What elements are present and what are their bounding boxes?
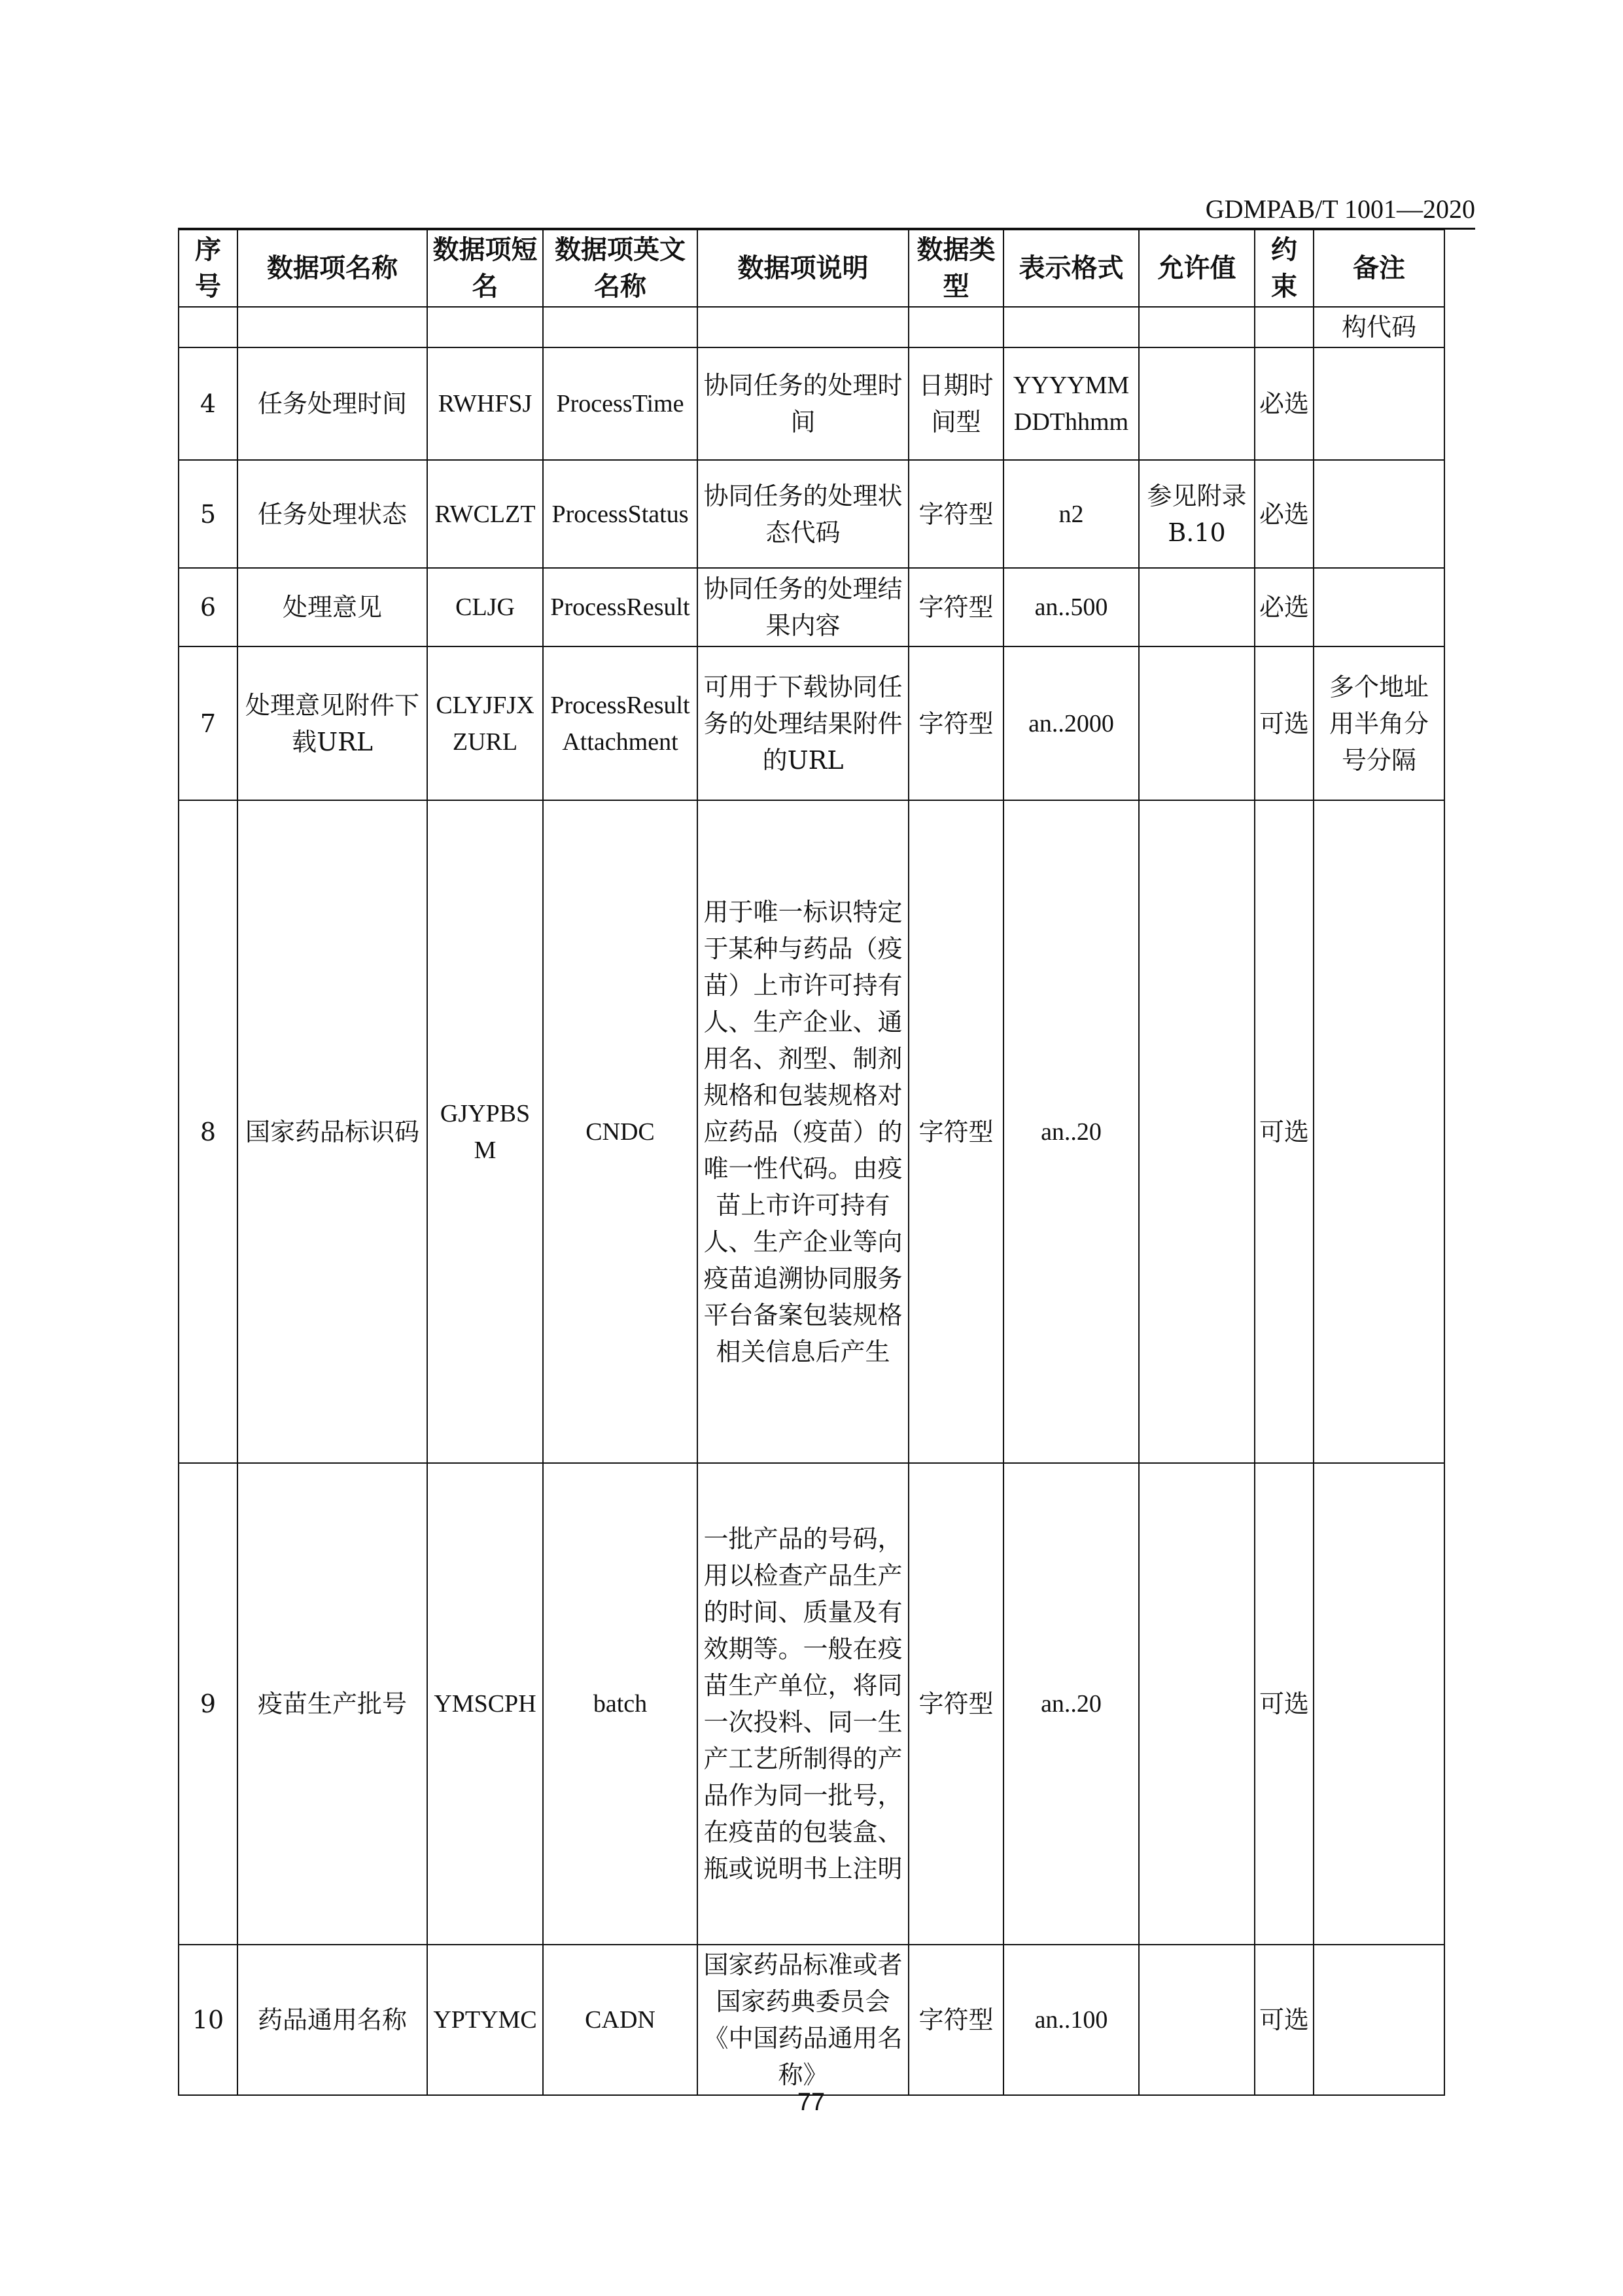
cell-name: 任务处理时间: [237, 347, 427, 460]
continuation-remark: 构代码: [1314, 307, 1444, 347]
cell-remark: [1314, 460, 1444, 568]
col-header-constraint: 约束: [1255, 230, 1314, 307]
cell-name: 任务处理状态: [237, 460, 427, 568]
cell-format: an..2000: [1003, 646, 1139, 800]
cell-constraint: 可选: [1255, 646, 1314, 800]
cell-constraint: 可选: [1255, 800, 1314, 1463]
cell-constraint: 可选: [1255, 1945, 1314, 2095]
cell-format: n2: [1003, 460, 1139, 568]
continuation-row: [179, 307, 1444, 347]
cell-english-name: batch: [543, 1463, 697, 1945]
document-code: GDMPAB/T 1001—2020: [1205, 194, 1475, 224]
cell-short-name: RWHFSJ: [427, 347, 543, 460]
table-row: [179, 1945, 1444, 2095]
cell-name: 处理意见: [237, 568, 427, 646]
col-header-data-type: 数据类型: [909, 230, 1003, 307]
cell-description: 可用于下载协同任务的处理结果附件的URL: [697, 646, 909, 800]
table-row: [179, 800, 1444, 1463]
cell-english-name: ProcessTime: [543, 347, 697, 460]
table-header-row: [179, 230, 1444, 307]
cell-remark: [1314, 568, 1444, 646]
cell-description: 国家药品标准或者国家药典委员会《中国药品通用名称》: [697, 1945, 909, 2095]
cell-no: 10: [179, 1945, 237, 2095]
cell-no: 7: [179, 646, 237, 800]
cell-format: an..20: [1003, 1463, 1139, 1945]
cell-data-type: 字符型: [909, 1945, 1003, 2095]
cell-remark: [1314, 800, 1444, 1463]
cell-allowed-values: [1139, 800, 1255, 1463]
cell-english-name: CNDC: [543, 800, 697, 1463]
table-row: [179, 646, 1444, 800]
cell-constraint: 必选: [1255, 568, 1314, 646]
cell-format: an..500: [1003, 568, 1139, 646]
cell-allowed-values: [1139, 568, 1255, 646]
col-header-allowed-values: 允许值: [1139, 230, 1255, 307]
cell-remark: [1314, 1945, 1444, 2095]
cell-constraint: 可选: [1255, 1463, 1314, 1945]
cell-remark: [1314, 1463, 1444, 1945]
cell-allowed-values: [1139, 1463, 1255, 1945]
cell-data-type: 字符型: [909, 568, 1003, 646]
cell-description: 协同任务的处理结果内容: [697, 568, 909, 646]
cell-constraint: 必选: [1255, 460, 1314, 568]
data-item-table: [178, 229, 1445, 2096]
cell-english-name: ProcessResultAttachment: [543, 646, 697, 800]
col-header-remark: 备注: [1314, 230, 1444, 307]
cell-data-type: 字符型: [909, 800, 1003, 1463]
cell-no: 5: [179, 460, 237, 568]
cell-allowed-values: [1139, 347, 1255, 460]
col-header-format: 表示格式: [1003, 230, 1139, 307]
cell-no: 6: [179, 568, 237, 646]
cell-data-type: 字符型: [909, 1463, 1003, 1945]
cell-format: an..20: [1003, 800, 1139, 1463]
cell-short-name: RWCLZT: [427, 460, 543, 568]
cell-allowed-values: [1139, 1945, 1255, 2095]
cell-data-type: 日期时间型: [909, 347, 1003, 460]
table-row: [179, 347, 1444, 460]
cell-name: 疫苗生产批号: [237, 1463, 427, 1945]
cell-english-name: ProcessResult: [543, 568, 697, 646]
col-header-short-name: 数据项短名: [427, 230, 543, 307]
cell-data-type: 字符型: [909, 646, 1003, 800]
cell-name: 国家药品标识码: [237, 800, 427, 1463]
cell-format: YYYYMMDDThhmm: [1003, 347, 1139, 460]
cell-short-name: CLJG: [427, 568, 543, 646]
cell-name: 药品通用名称: [237, 1945, 427, 2095]
cell-no: 8: [179, 800, 237, 1463]
cell-english-name: CADN: [543, 1945, 697, 2095]
page-number: 77: [797, 2089, 826, 2116]
cell-format: an..100: [1003, 1945, 1139, 2095]
cell-short-name: YMSCPH: [427, 1463, 543, 1945]
cell-remark: 多个地址用半角分号分隔: [1314, 646, 1444, 800]
cell-remark: [1314, 347, 1444, 460]
cell-constraint: 必选: [1255, 347, 1314, 460]
cell-short-name: CLYJFJXZURL: [427, 646, 543, 800]
cell-allowed-values: 参见附录B.10: [1139, 460, 1255, 568]
cell-no: 9: [179, 1463, 237, 1945]
cell-description: 协同任务的处理状态代码: [697, 460, 909, 568]
table-row: [179, 1463, 1444, 1945]
col-header-description: 数据项说明: [697, 230, 909, 307]
cell-short-name: GJYPBSM: [427, 800, 543, 1463]
cell-name: 处理意见附件下载URL: [237, 646, 427, 800]
col-header-no: 序号: [179, 230, 237, 307]
cell-description: 协同任务的处理时间: [697, 347, 909, 460]
table-row: [179, 460, 1444, 568]
col-header-english-name: 数据项英文名称: [543, 230, 697, 307]
cell-data-type: 字符型: [909, 460, 1003, 568]
cell-short-name: YPTYMC: [427, 1945, 543, 2095]
cell-allowed-values: [1139, 646, 1255, 800]
cell-no: 4: [179, 347, 237, 460]
cell-description: 一批产品的号码，用以检查产品生产的时间、质量及有效期等。一般在疫苗生产单位，将同一次投料、同一生产工艺所制得的产品作为同一批号，在疫苗的包装盒、瓶或说明书上注明: [697, 1463, 909, 1945]
cell-description: 用于唯一标识特定于某种与药品（疫苗）上市许可持有人、生产企业、通用名、剂型、制剂规格和包装规格对应药品（疫苗）的唯一性代码。由疫苗上市许可持有人、生产企业等向疫苗追溯协同服务平台备案包装规格相关信息后产生: [697, 800, 909, 1463]
col-header-name: 数据项名称: [237, 230, 427, 307]
table-row: [179, 568, 1444, 646]
cell-english-name: ProcessStatus: [543, 460, 697, 568]
